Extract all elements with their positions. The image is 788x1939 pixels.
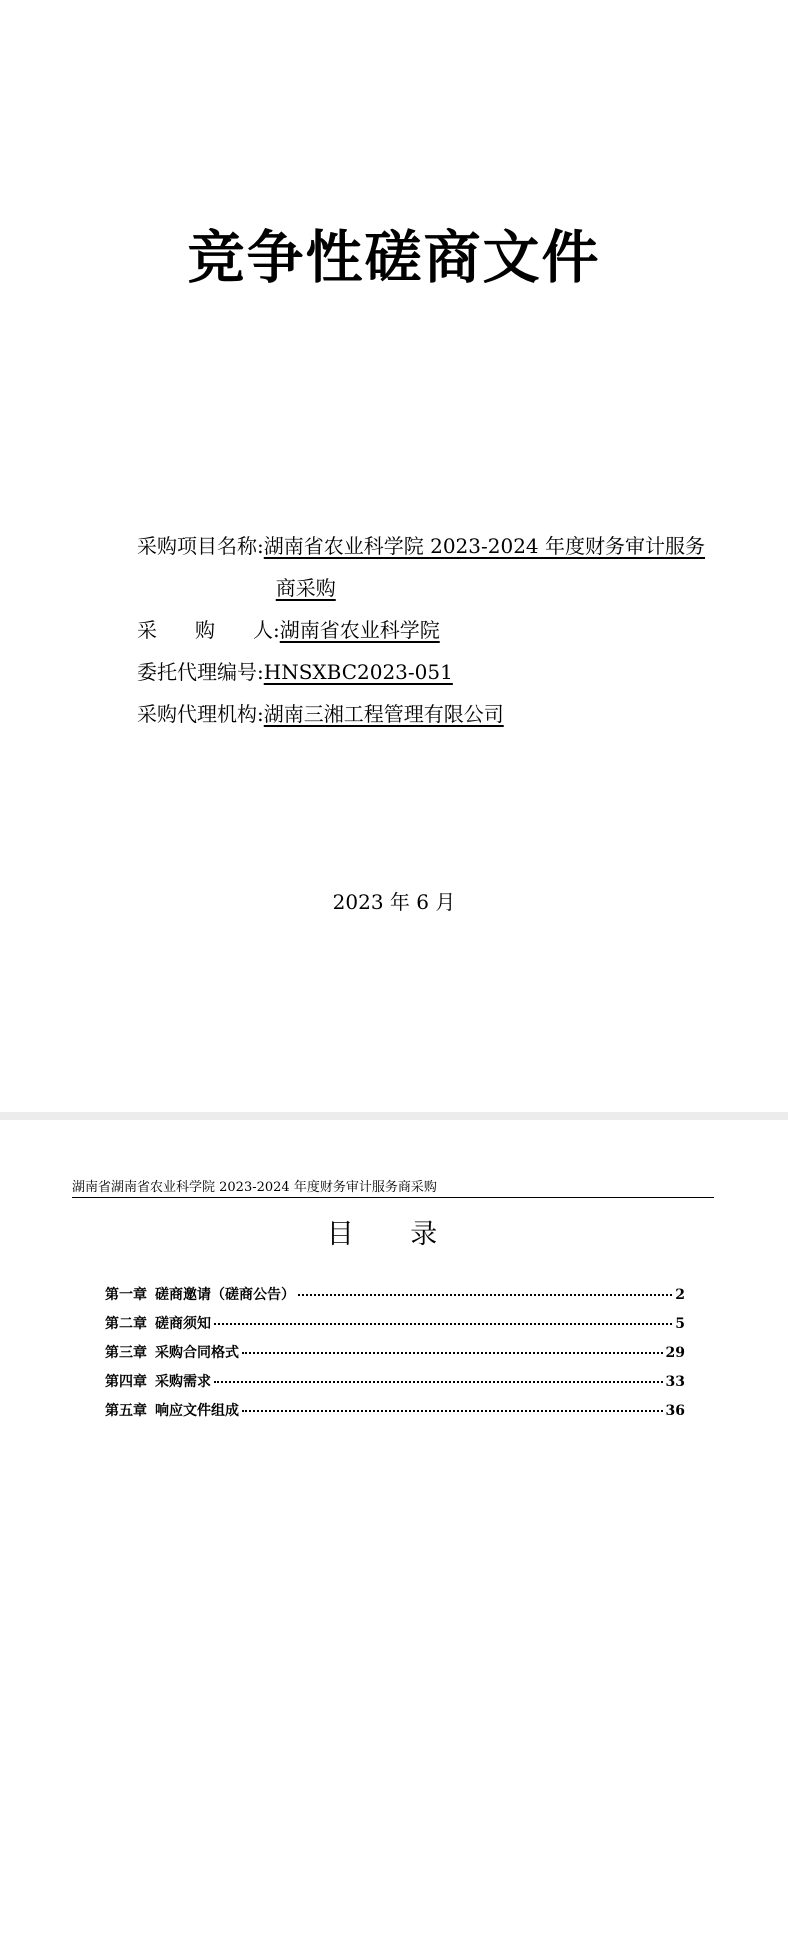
toc-entry-chapter-4[interactable] (105, 1371, 685, 1400)
toc-chapter-number: 第五章 (105, 1403, 147, 1419)
toc-list (105, 1284, 685, 1429)
buyer-label-char-1: 采 (137, 618, 157, 642)
toc-page-number: 2 (675, 1287, 685, 1303)
toc-chapter-name: 响应文件组成 (155, 1403, 239, 1419)
running-header: 湖南省湖南省农业科学院 2023-2024 年度财务审计服务商采购 (72, 1176, 714, 1198)
toc-leader-dots (242, 1410, 663, 1412)
buyer-label-char-3: 人 (253, 618, 273, 642)
toc-chapter-name: 采购合同格式 (155, 1345, 239, 1361)
toc-chapter-number: 第一章 (105, 1287, 147, 1303)
agency-row (137, 693, 747, 735)
toc-leader-dots (214, 1323, 672, 1325)
project-name-colon: : (257, 534, 264, 558)
commission-number-value: HNSXBC2023-051 (263, 660, 453, 684)
agency-label: 采购代理机构 (137, 702, 257, 726)
toc-title: 目 录 (326, 1219, 462, 1250)
commission-number-label: 委托代理编号 (137, 660, 257, 684)
toc-chapter-number: 第三章 (105, 1345, 147, 1361)
buyer-value: 湖南省农业科学院 (279, 618, 440, 642)
toc-leader-dots (298, 1294, 672, 1296)
toc-leader-dots (214, 1381, 663, 1383)
toc-entry-chapter-1[interactable] (105, 1284, 685, 1313)
toc-chapter-name: 磋商邀请（磋商公告） (155, 1287, 295, 1303)
toc-page (0, 1120, 788, 1939)
toc-entry-chapter-2[interactable] (105, 1313, 685, 1342)
project-name-row (137, 525, 747, 609)
buyer-row (137, 609, 747, 651)
buyer-label (137, 609, 273, 651)
project-name-value (264, 525, 724, 609)
commission-number-row (137, 651, 747, 693)
page-separator (0, 1112, 788, 1120)
toc-leader-dots (242, 1352, 663, 1354)
document-title: 竞争性磋商文件 (187, 225, 601, 291)
toc-chapter-name: 磋商须知 (155, 1316, 211, 1332)
agency-colon: : (257, 702, 264, 726)
project-name-label: 采购项目名称 (137, 534, 257, 558)
toc-page-number: 5 (675, 1316, 685, 1332)
project-name-value-line2: 商采购 (275, 576, 336, 600)
toc-chapter-name: 采购需求 (155, 1374, 211, 1390)
toc-page-number: 29 (665, 1345, 685, 1361)
toc-chapter-number: 第四章 (105, 1374, 147, 1390)
commission-number-colon: : (257, 660, 264, 684)
project-info-block (137, 525, 747, 735)
project-name-value-line1: 湖南省农业科学院 2023-2024 年度财务审计服务 (263, 534, 706, 558)
toc-page-number: 36 (665, 1403, 685, 1419)
toc-chapter-number: 第二章 (105, 1316, 147, 1332)
toc-entry-chapter-3[interactable] (105, 1342, 685, 1371)
buyer-colon: : (273, 618, 280, 642)
agency-value: 湖南三湘工程管理有限公司 (263, 702, 504, 726)
buyer-label-char-2: 购 (195, 618, 215, 642)
toc-page-number: 33 (665, 1374, 685, 1390)
document-date: 2023 年 6 月 (332, 890, 456, 914)
toc-entry-chapter-5[interactable] (105, 1400, 685, 1429)
